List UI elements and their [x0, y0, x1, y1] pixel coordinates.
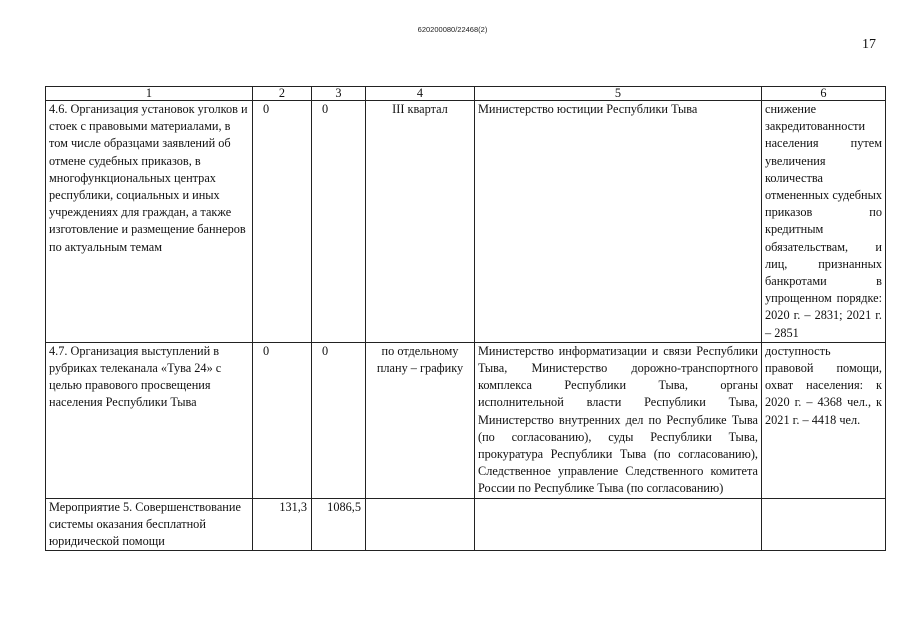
responsible-cell: Министерство юстиции Республики Тыва	[475, 101, 762, 343]
value-cell: 0	[253, 342, 312, 498]
column-header-3: 3	[312, 87, 366, 101]
header-row	[46, 87, 886, 101]
measures-table	[45, 86, 886, 551]
measure-name-cell: Мероприятие 5. Совершенствование системы оказания бесплатной юридической помощи	[46, 498, 253, 551]
column-header-6: 6	[762, 87, 886, 101]
column-header-5: 5	[475, 87, 762, 101]
deadline-cell: III квартал	[366, 101, 475, 343]
column-header-2: 2	[253, 87, 312, 101]
value-cell: 0	[312, 342, 366, 498]
result-cell: снижение закредитованности населения путем увеличения количества отмененных судебных приказов по кредитным обязательствам, и лиц, признанных банкротами в упрощенном порядке: 2020 г. – 2831; 2021 г. – 2851	[762, 101, 886, 343]
table-row	[46, 342, 886, 498]
document-code: 620200080/22468(2)	[417, 25, 488, 34]
result-cell: доступность правовой помощи, охват населения: к 2020 г. – 4368 чел., к 2021 г. – 4418 чел.	[762, 342, 886, 498]
column-header-1: 1	[46, 87, 253, 101]
deadline-cell: по отдельному плану – графику	[366, 342, 475, 498]
responsible-cell: Министерство информатизации и связи Республики Тыва, Министерство дорожно-транспортного комплекса Республики Тыва, органы исполнительной власти Республики Тыва, Министерство внутренних дел по Республике Тыва (по согласованию), суды Республики Тыва, прокуратура Республики Тыва (по согласованию), Следственное управление Следственного комитета России по Республике Тыва (по согласованию)	[475, 342, 762, 498]
value-cell: 131,3	[253, 498, 312, 551]
result-cell	[762, 498, 886, 551]
measure-name-cell: 4.7. Организация выступлений в рубриках телеканала «Тува 24» с целью правового просвещения населения Республики Тыва	[46, 342, 253, 498]
value-cell: 0	[312, 101, 366, 343]
value-cell: 1086,5	[312, 498, 366, 551]
value-cell: 0	[253, 101, 312, 343]
page-number: 17	[862, 37, 876, 52]
table-row	[46, 101, 886, 343]
responsible-cell	[475, 498, 762, 551]
table-row	[46, 498, 886, 551]
column-header-4: 4	[366, 87, 475, 101]
deadline-cell	[366, 498, 475, 551]
measure-name-cell: 4.6. Организация установок уголков и стоек с правовыми материалами, в том числе образцами заявлений об отмене судебных приказов, в многофункциональных центрах республики, социальных и иных учреждениях для граждан, а также изготовление и размещение баннеров по актуальным темам	[46, 101, 253, 343]
